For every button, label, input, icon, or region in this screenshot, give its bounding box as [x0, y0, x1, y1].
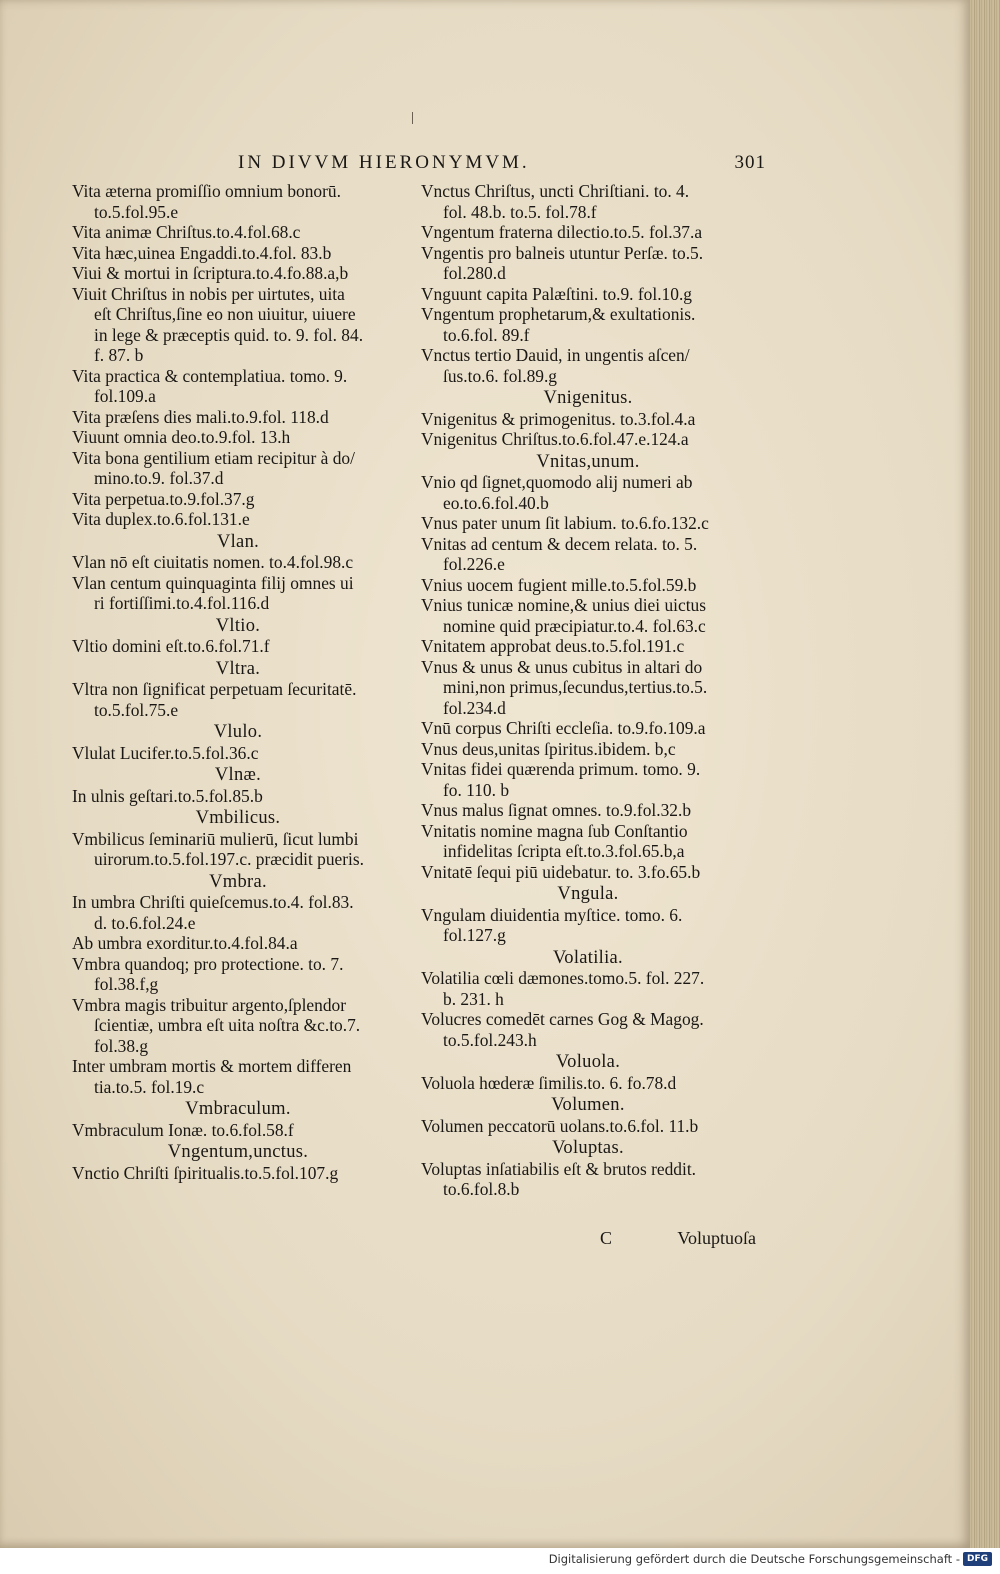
- left-column: [72, 181, 404, 1183]
- index-entry-line: In umbra Chriſti quieſcemus.to.4. fol.83.: [72, 892, 354, 912]
- index-heading: Vlulo.: [213, 722, 263, 742]
- index-entry-line: Vnitas ad centum & decem relata. to. 5.: [421, 533, 698, 554]
- page-number: 301: [734, 152, 766, 173]
- index-entry-line: infidelitas ſcripta eſt.to.3.fol.65.b,a: [443, 841, 685, 861]
- index-entry-line: Vnitatis nomine magna ſub Conſtantio: [421, 820, 688, 841]
- index-entry-line: Ab umbra exorditur.to.4.fol.84.a: [72, 933, 298, 953]
- index-entry-line: to.5.fol.243.h: [443, 1029, 537, 1050]
- index-heading: Volumen.: [551, 1095, 625, 1115]
- index-entry-line: ſcientiæ, umbra eſt uita noſtra &c.to.7.: [94, 1015, 361, 1035]
- index-entry-line: Vnus deus,unitas ſpiritus.ibidem. b,c: [421, 738, 676, 759]
- index-entry-line: Vnitas fidei quærenda primum. tomo. 9.: [421, 759, 701, 779]
- index-entry-line: ſus.to.6. fol.89.g: [443, 365, 558, 386]
- index-entry-line: Vlan centum quinquaginta filij omnes ui: [72, 572, 354, 593]
- index-entry-line: to.5.fol.75.e: [94, 699, 179, 720]
- index-entry-line: Vmbraculum Ionæ. to.6.fol.58.f: [72, 1119, 294, 1140]
- index-entry-line: uirorum.to.5.fol.197.c. præcidit pueris.: [94, 849, 364, 869]
- index-entry-line: d. to.6.fol.24.e: [94, 912, 196, 933]
- index-entry-line: In ulnis geſtari.to.5.fol.85.b: [72, 785, 263, 806]
- index-entry-line: to.6.fol.8.b: [443, 1179, 520, 1199]
- index-entry-line: Vnigenitus Chriſtus.to.6.fol.47.e.124.a: [421, 429, 689, 449]
- index-heading: Vmbilicus.: [195, 808, 281, 828]
- index-entry-line: Voluptas inſatiabilis eſt & brutos reddit.: [421, 1158, 697, 1179]
- index-entry-line: Vnius uocem fugient mille.to.5.fol.59.b: [421, 574, 697, 595]
- index-heading: Vmbra.: [209, 871, 267, 892]
- index-entry-line: Vita præſens dies mali.to.9.fol. 118.d: [72, 406, 329, 427]
- index-entry-line: fol.280.d: [443, 263, 506, 283]
- index-entry-line: ri fortiſſimi.to.4.fol.116.d: [94, 593, 270, 613]
- index-entry-line: Vngentis pro balneis utuntur Perſæ. to.5.: [421, 242, 704, 263]
- index-entry-line: Vita duplex.to.6.fol.131.e: [72, 509, 250, 529]
- index-entry-line: Voluola hœderæ ſimilis.to. 6. fo.78.d: [421, 1072, 677, 1093]
- index-heading: Vngula.: [557, 884, 619, 904]
- index-entry-line: in lege & præceptis quid. to. 9. fol. 84.: [94, 324, 364, 345]
- running-header: [238, 152, 766, 182]
- index-entry-line: fol.127.g: [443, 925, 506, 945]
- index-entry-line: fol.109.a: [94, 386, 156, 406]
- index-entry-line: Vnus & unus & unus cubitus in altari do: [421, 656, 703, 677]
- index-entry-line: tia.to.5. fol.19.c: [94, 1076, 205, 1097]
- index-entry-line: Vltio domini eſt.to.6.fol.71.f: [72, 636, 270, 656]
- index-entry-line: Viuit Chriſtus in nobis per uirtutes, uita: [72, 283, 345, 304]
- index-entry-line: Vnctio Chriſti ſpiritualis.to.5.fol.107.g: [72, 1162, 339, 1183]
- index-entry-line: eſt Chriſtus,ſine eo non uiuitur, uiuere: [94, 304, 356, 324]
- index-entry-line: Vnitatem approbat deus.to.5.fol.191.c: [421, 636, 685, 656]
- index-entry-line: Volucres comedēt carnes Gog & Magog.: [421, 1009, 704, 1029]
- index-entry-line: fo. 110. b: [443, 779, 510, 800]
- index-entry-line: Vnigenitus & primogenitus. to.3.fol.4.a: [421, 408, 696, 429]
- index-entry-line: mini,non primus,ſecundus,tertius.to.5.: [443, 677, 708, 697]
- index-entry-line: Vnctus Chriſtus, uncti Chriſtiani. to. 4.: [421, 181, 690, 201]
- index-entry-line: Vngentum prophetarum,& exultationis.: [421, 304, 696, 324]
- index-entry-line: Vita perpetua.to.9.fol.37.g: [72, 488, 255, 509]
- index-heading: Vltra.: [215, 658, 261, 679]
- credit-bar: [0, 1548, 1000, 1574]
- ink-mark: [412, 112, 413, 124]
- signature-mark: C: [600, 1228, 613, 1248]
- index-entry-line: f. 87. b: [94, 345, 144, 365]
- index-entry-line: fol.38.g: [94, 1035, 149, 1056]
- index-heading: Volatilia.: [553, 947, 623, 968]
- index-heading: Vlan.: [216, 531, 260, 552]
- index-heading: Vlnæ.: [214, 765, 262, 785]
- index-entry-line: Viui & mortui in ſcriptura.to.4.fo.88.a,b: [72, 263, 349, 283]
- index-entry-line: Inter umbram mortis & mortem differen: [72, 1056, 352, 1076]
- index-entry-line: Vnio qd ſignet,quomodo alij numeri ab: [421, 472, 693, 492]
- catchword: Voluptuoſa: [677, 1228, 756, 1248]
- index-entry-line: fol.226.e: [443, 554, 505, 574]
- index-heading: Vnigenitus.: [543, 388, 633, 408]
- right-column: [421, 181, 755, 1200]
- index-entry-line: Viuunt omnia deo.to.9.fol. 13.h: [72, 427, 291, 447]
- index-entry-line: fol.38.f,g: [94, 974, 159, 994]
- index-heading: Vngentum,unctus.: [167, 1142, 309, 1162]
- index-entry-line: Vita bona gentilium etiam recipitur à do/: [72, 447, 355, 468]
- index-entry-line: b. 231. h: [443, 988, 504, 1009]
- index-entry-line: Vngentum fraterna dilectio.to.5. fol.37.a: [421, 222, 703, 242]
- index-heading: Vmbraculum.: [185, 1099, 291, 1119]
- index-entry-line: Volumen peccatorū uolans.to.6.fol. 11.b: [421, 1115, 699, 1136]
- index-entry-line: Vnctus tertio Dauid, in ungentis aſcen/: [421, 345, 690, 365]
- index-heading: Voluptas.: [552, 1138, 624, 1158]
- index-entry-line: Vngulam diuidentia myſtice. tomo. 6.: [421, 904, 683, 925]
- dfg-logo: DFG: [963, 1552, 992, 1566]
- index-entry-line: Vmbra magis tribuitur argento,ſplendor: [72, 994, 347, 1015]
- index-entry-line: Vita animæ Chriſtus.to.4.fol.68.c: [72, 222, 301, 242]
- index-heading: Vltio.: [215, 615, 261, 636]
- index-entry-line: fol. 48.b. to.5. fol.78.f: [443, 201, 597, 222]
- running-title: IN DIVVM HIERONYMVM.: [238, 152, 530, 173]
- index-entry-line: mino.to.9. fol.37.d: [94, 468, 224, 488]
- index-entry-line: Vlan nō eſt ciuitatis nomen. to.4.fol.98.c: [72, 552, 354, 572]
- index-entry-line: Vnguunt capita Palæſtini. to.9. fol.10.g: [421, 283, 692, 304]
- index-entry-line: fol.234.d: [443, 697, 506, 718]
- credit-text: Digitalisierung gefördert durch die Deutsche Forschungsgemeinschaft -: [548, 1552, 960, 1566]
- index-entry-line: Vnus pater unum ſit labium. to.6.fo.132.c: [421, 513, 709, 533]
- index-entry-line: Vita practica & contemplatiua. tomo. 9.: [72, 365, 348, 386]
- index-heading: Vnitas,unum.: [536, 451, 640, 472]
- index-entry-line: Vita hæc,uinea Engaddi.to.4.fol. 83.b: [72, 242, 332, 263]
- index-entry-line: nomine quid præcipiatur.to.4. fol.63.c: [443, 615, 706, 636]
- credit-line: [549, 1552, 992, 1566]
- index-entry-line: Vmbra quandoq; pro protectione. to. 7.: [72, 953, 344, 974]
- page-edges: [970, 0, 1000, 1548]
- index-entry-line: to.6.fol. 89.f: [443, 324, 530, 345]
- index-entry-line: Volatilia cœli dæmones.tomo.5. fol. 227.: [421, 968, 705, 988]
- index-entry-line: Vltra non ſignificat perpetuam ſecuritatē.: [72, 679, 357, 699]
- index-entry-line: Vmbilicus ſeminariū mulierū, ſicut lumbi: [72, 828, 359, 849]
- index-entry-line: Vnū corpus Chriſti eccleſia. to.9.fo.109.a: [421, 718, 706, 738]
- index-entry-line: Vita æterna promiſſio omnium bonorū.: [72, 181, 341, 201]
- index-entry-line: to.5.fol.95.e: [94, 201, 179, 222]
- index-heading: Voluola.: [555, 1052, 621, 1072]
- index-entry-line: Vlulat Lucifer.to.5.fol.36.c: [72, 742, 259, 763]
- index-entry-line: eo.to.6.fol.40.b: [443, 492, 549, 513]
- index-entry-line: Vnius tunicæ nomine,& unius diei uictus: [421, 595, 707, 615]
- index-entry-line: Vnitatē ſequi piū uidebatur. to. 3.fo.65.b: [421, 861, 701, 882]
- index-entry-line: Vnus malus ſignat omnes. to.9.fol.32.b: [421, 800, 692, 820]
